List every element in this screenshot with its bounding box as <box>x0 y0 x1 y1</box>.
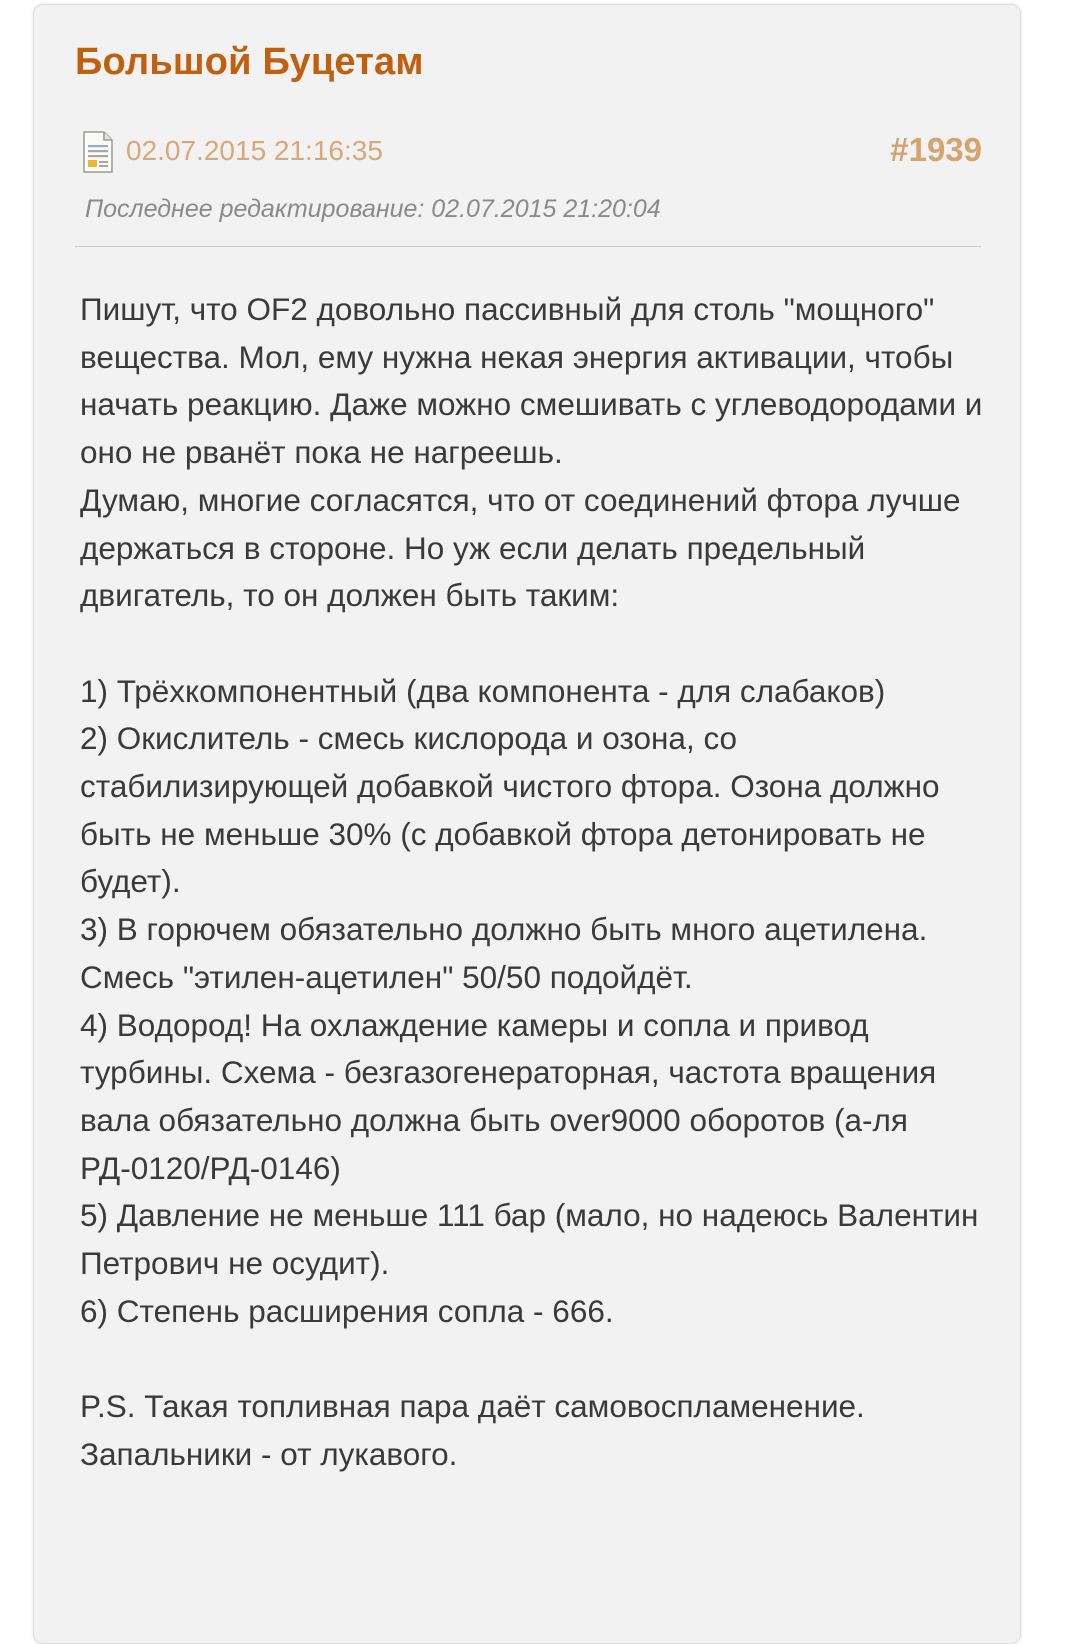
forum-post <box>33 4 1021 1644</box>
divider <box>75 246 981 247</box>
body-list-item: 6) Степень расширения сопла - 666. <box>80 1292 614 1329</box>
post-meta <box>82 131 982 177</box>
body-postscript: P.S. Такая топливная пара даёт самовоспламенение. Запальники - от лукавого. <box>80 1388 865 1472</box>
post-body <box>80 286 1000 1479</box>
post-author[interactable]: Большой Буцетам <box>75 41 424 83</box>
body-blank-line <box>80 1335 1000 1383</box>
body-list-item: 1) Трёхкомпонентный (два компонента - для слабаков) <box>80 672 886 709</box>
body-list-item: 2) Окислитель - смесь кислорода и озона, со стабилизирующей добавкой чистого фтора. Озона должно быть не меньше 30% (с добавкой фтора детонировать не будет). <box>80 720 940 900</box>
body-list-item: 3) В горючем обязательно должно быть много ацетилена. Смесь "этилен-ацетилен" 50/50 подойдёт. <box>80 911 928 995</box>
body-list-item: 4) Водород! На охлаждение камеры и сопла и привод турбины. Схема - безгазогенераторная, частота вращения вала обязательно должна быть over9000 оборотов (а-ля РД-0120/РД-0146) <box>80 1006 937 1186</box>
body-blank-line <box>80 620 1000 668</box>
post-date: 02.07.2015 21:16:35 <box>126 135 383 166</box>
document-icon[interactable] <box>82 131 114 173</box>
last-edited-note: Последнее редактирование: 02.07.2015 21:20:04 <box>85 195 661 223</box>
post-number-link[interactable]: #1939 <box>890 131 982 168</box>
body-paragraph: Думаю, многие согласятся, что от соединений фтора лучше держаться в стороне. Но уж если делать предельный двигатель, то он должен быть таким: <box>80 481 961 614</box>
body-paragraph: Пишут, что OF2 довольно пассивный для столь "мощного" вещества. Мол, ему нужна некая энергия активации, чтобы начать реакцию. Даже можно смешивать с углеводородами и оно не рванёт пока не нагреешь. <box>80 291 983 471</box>
body-list-item: 5) Давление не меньше 111 бар (мало, но надеюсь Валентин Петрович не осудит). <box>80 1197 979 1282</box>
